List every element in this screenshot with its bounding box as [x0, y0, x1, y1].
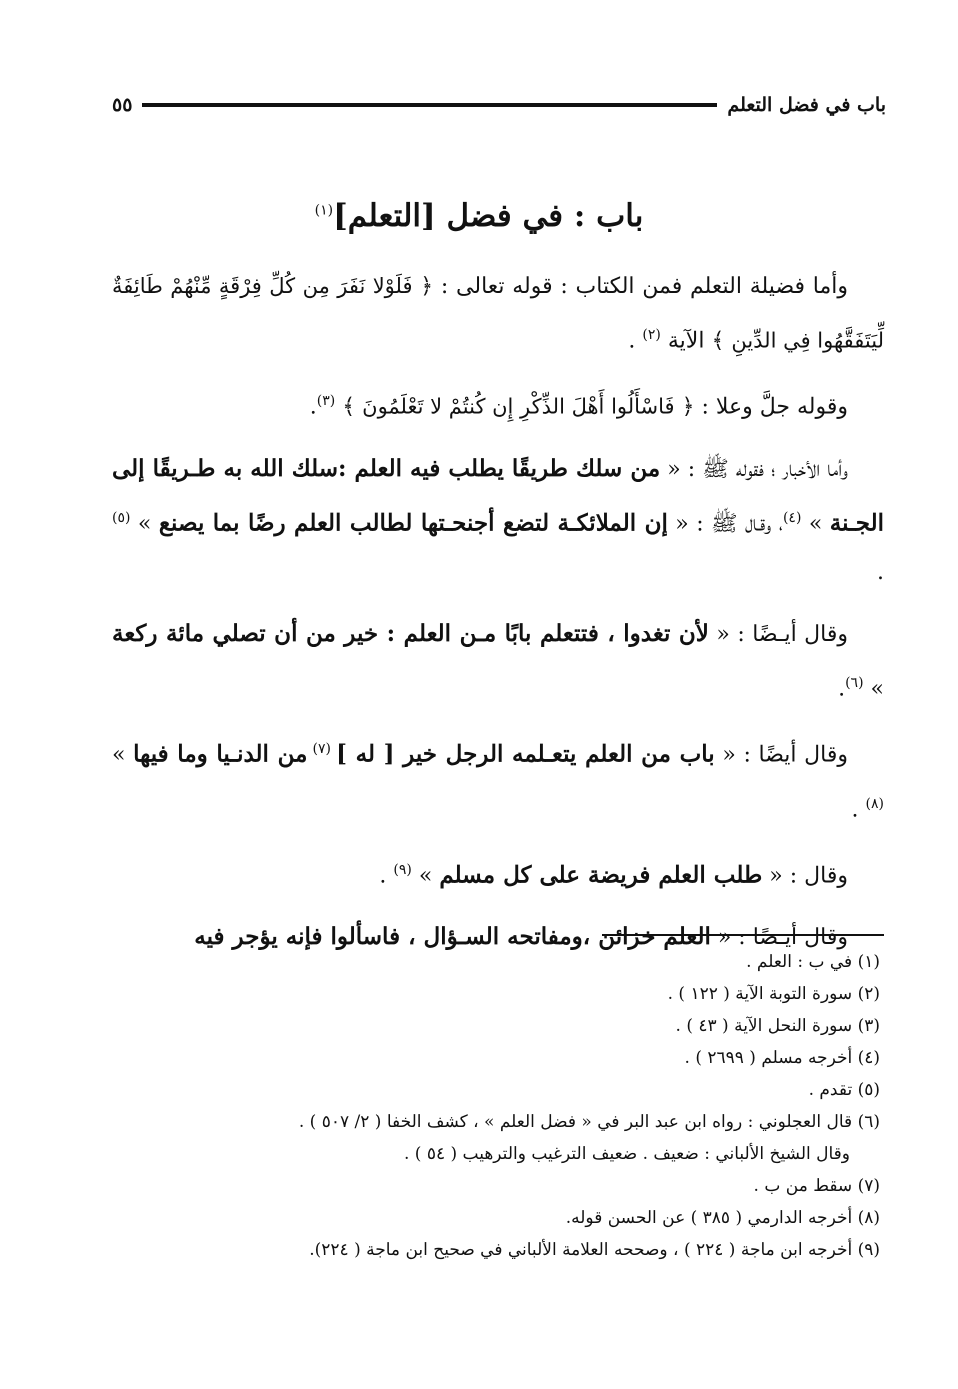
text-run: .: [309, 394, 317, 420]
text-run: وقال أيـضًا : «: [708, 621, 848, 647]
footnote-separator: [602, 934, 884, 936]
footnote: (٩) أخرجه ابن ماجة ( ٢٢٤ ) ، وصححه العلامة الألباني في صحيح ابن ماجة ( ٢٢٤).: [309, 1240, 880, 1260]
text-run: »: [112, 742, 134, 768]
footnote-continuation: [112, 1138, 880, 1170]
footnote: (٣) سورة النحل الآية ( ٤٣ ) .: [675, 1016, 880, 1036]
text-run: .: [877, 559, 884, 585]
paragraph: [112, 444, 884, 597]
footnote: (٨) أخرجه الدارمي ( ٣٨٥ ) عن الحسن قوله.: [565, 1208, 880, 1228]
hadith-quote: من سلك طريقًا يطلب فيه العلم :سلك الله به طـريقًا إلى الجـنة: [112, 454, 885, 536]
text-run: وقوله جلَّ وعلا : ﴿: [674, 394, 848, 420]
footnote-ref: (٥): [112, 509, 131, 526]
footnotes: [112, 946, 880, 1266]
hadith-quote: باب من العلم يتعـلمه الرجل خير [ له ]: [336, 740, 715, 768]
footnote-ref: (٦): [845, 674, 864, 691]
footnote: (٤) أخرجه مسلم ( ٢٦٩٩ ) .: [684, 1048, 880, 1068]
text-run: وقال أيضًا : «: [714, 742, 848, 768]
footnote: (١) في ب : العلم .: [746, 952, 880, 972]
hadith-quote: طلب العلم فريضة على كل مسلم: [439, 861, 763, 889]
text-run: »: [801, 510, 830, 536]
text-run: .: [851, 796, 866, 822]
footnote-ref: (١): [314, 202, 334, 219]
footnote-ref: (٢): [642, 327, 661, 343]
text-run: وأما فضيلة التعلم فمن الكتاب : قوله تعالى : ﴿: [412, 274, 848, 299]
running-header: [112, 88, 886, 122]
paragraph: [112, 262, 884, 365]
text-run: »: [863, 676, 884, 702]
footnote: (٥) تقدم .: [808, 1080, 880, 1100]
text-run: ، وقـال ﷺ : «: [667, 510, 783, 536]
quran-verse: فَلَوْلا نَفَرَ مِن كُلِّ فِرْقَةٍ مِّنْهُمْ طَائِفَةٌ لِّيَتَفَقَّهُوا فِي الدِّينِ: [112, 274, 884, 353]
text-run: وقال : «: [762, 863, 848, 889]
footnote-ref: (٧): [307, 741, 337, 758]
text-run: .: [838, 676, 846, 702]
text-run: »: [130, 510, 159, 536]
footnote: (٦) قال العجلوني : رواه ابن عبد البر في « فضل العلم » ، كشف الخفا ( ٢/ ٥٠٧ ) .: [298, 1112, 880, 1132]
chapter-title: [112, 198, 846, 234]
hadith-quote: إن الملائكـة لتضع أجنحـتها لطالب العلم رضًا بما يصنع: [158, 508, 668, 536]
page-number: ٥٥: [112, 94, 133, 116]
text-run: وقال أيـضًا : «: [710, 925, 848, 951]
footnote-ref: (٨): [865, 795, 884, 812]
paragraph: [112, 725, 884, 834]
footnote: (٢) سورة التوبة الآية ( ١٢٢ ) .: [667, 984, 880, 1004]
footnote-ref: (٩): [393, 861, 412, 878]
text-run: .: [628, 328, 643, 354]
main-text: [112, 262, 884, 974]
quran-verse: فَاسْأَلُوا أَهْلَ الذِّكْرِ إِن كُنتُمْ لا تَعْلَمُونَ: [362, 394, 675, 419]
text-run: .: [379, 863, 394, 889]
header-rule: [142, 103, 717, 107]
running-header-title: باب في فضل التعلم: [727, 94, 886, 116]
hadith-quote: من الدنـيا وما فيها: [133, 740, 308, 768]
footnote: (٧) سقط من ب .: [753, 1176, 880, 1196]
footnote-ref: (٤): [782, 509, 802, 526]
hadith-quote: لأن تغدوا ، فتتعلم بابًا مـن العلم : خير من أن تصلي مائة ركعة: [112, 619, 709, 647]
chapter-title-text: باب : في فضل [التعلم]: [333, 198, 644, 234]
paragraph: [112, 609, 884, 713]
text-run: ﴾: [335, 394, 363, 420]
text-run: ﴾ الآية: [660, 328, 732, 354]
text-run: وأما الأخبار ؛ فقوله ﷺ : «: [660, 456, 848, 482]
paragraph: [112, 377, 884, 431]
hadith-quote: العلم خزائن ،ومفاتحه السـؤال ، فاسألوا فإنه يؤجر فيه: [194, 923, 711, 951]
footnote-continuation-text: وقال الشيخ الألباني : ضعيف . ضعيف الترغيب والترهيب ( ٥٤ ) .: [403, 1144, 850, 1164]
paragraph: [112, 846, 884, 900]
footnote-ref: (٣): [316, 393, 336, 410]
text-run: »: [411, 863, 440, 889]
